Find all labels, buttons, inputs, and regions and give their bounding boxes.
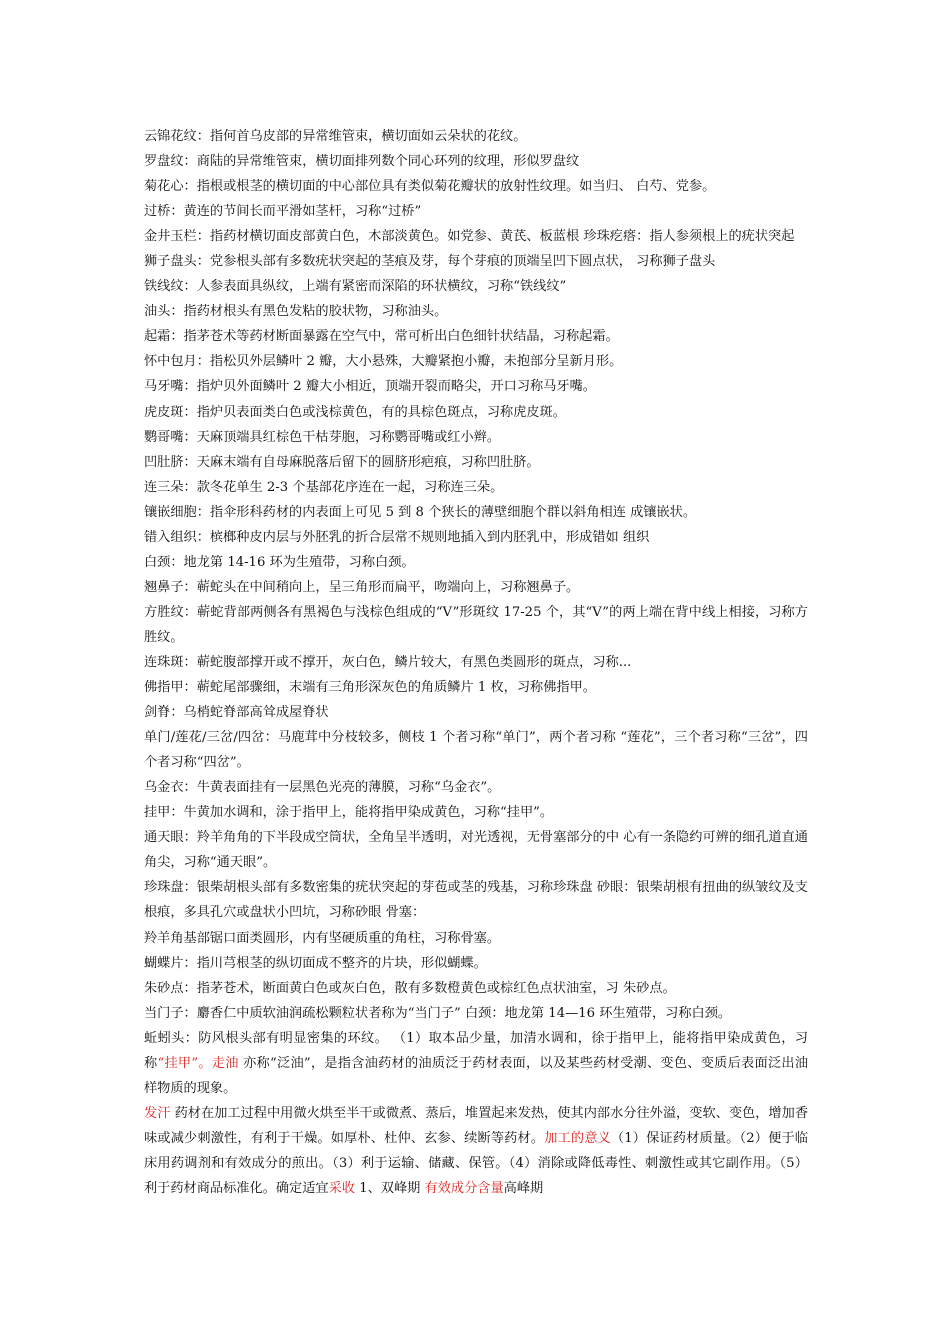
paragraph: 剑脊：乌梢蛇脊部高耸成屋脊状 (144, 705, 329, 721)
paragraph: 佛指甲：蕲蛇尾部骤细，末端有三角形深灰色的角质鳞片 1 枚，习称佛指甲。 (144, 680, 596, 696)
paragraph: 过桥：黄连的节间长而平滑如茎杆，习称“过桥” (144, 204, 422, 220)
paragraph: 铁线纹：人参表面具纵纹，上端有紧密而深陷的环状横纹，习称“铁线纹” (144, 279, 567, 295)
paragraph: 虎皮斑：指炉贝表面类白色或浅棕黄色，有的具棕色斑点，习称虎皮斑。 (144, 404, 566, 420)
paragraph: 白颈：地龙第 14-16 环为生殖带，习称白颈。 (144, 554, 415, 570)
paragraph: 连珠斑：蕲蛇腹部撑开或不撑开，灰白色，鳞片较大，有黑色类圆形的斑点，习称... (144, 654, 632, 670)
paragraph: 怀中包月：指松贝外层鳞叶 2 瓣，大小悬殊，大瓣紧抱小瓣，未抱部分呈新月形。 (144, 354, 623, 370)
paragraph: 鹦哥嘴：天麻顶端具红棕色干枯芽胞，习称鹦哥嘴或红小辫。 (144, 429, 501, 445)
paragraph: 翘鼻子：蕲蛇头在中间稍向上，呈三角形而扁平，吻端向上，习称翘鼻子。 (144, 579, 580, 595)
paragraph-text: 1、双峰期 (355, 1180, 425, 1196)
highlight-term: “挂甲”。走油 (157, 1055, 239, 1071)
paragraph: 方胜纹：蕲蛇背部两侧各有黑褐色与浅棕色组成的“V”形斑纹 17-25 个，其“V”的两上端在背中线上相接，习称方胜纹。 (144, 604, 808, 645)
paragraph: 朱砂点：指茅苍术，断面黄白色或灰白色，散有多数橙黄色或棕红色点状油室，习 朱砂点。 (144, 980, 676, 996)
paragraph: 挂甲：牛黄加水调和，涂于指甲上，能将指甲染成黄色，习称“挂甲”。 (144, 805, 554, 821)
paragraph: 马牙嘴：指炉贝外面鳞叶 2 瓣大小相近，顶端开裂而略尖，开口习称马牙嘴。 (144, 379, 596, 395)
highlight-term: 采收 (328, 1180, 355, 1196)
paragraph-mixed (144, 1026, 808, 1101)
paragraph-text: 药材在加工过程中用微火烘至半干或微煮、蒸后，堆置起来发热，使其内部水分往外溢，变软、变色，增加香味或减少刺激性，有利于干燥。如厚朴、杜仲、玄参、续断等药材。 (144, 1105, 809, 1146)
paragraph: 金井玉栏：指药材横切面皮部黄白色，木部淡黄色。如党参、黄芪、板蓝根 珍珠疙瘩：指人参须根上的疣状突起 (144, 229, 795, 245)
paragraph-text: 高峰期 (503, 1180, 544, 1196)
paragraph: 狮子盘头：党参根头部有多数疣状突起的茎痕及芽，每个芽痕的顶端呈凹下圆点状， 习称狮子盘头 (144, 254, 716, 270)
document-body (144, 124, 808, 1201)
paragraph-text: 蚯蚓头：防风根头部有明显密集的环纹。 （1）取本品少量，加清水调和，徐于指甲上，能将指甲染成黄色，习称 (144, 1030, 808, 1071)
paragraph: 羚羊角基部锯口面类圆形，内有坚硬质重的角柱，习称骨塞。 (144, 930, 501, 946)
paragraph: 通天眼：羚羊角角的下半段成空筒状，全角呈半透明，对光透视，无骨塞部分的中 心有一条隐约可辨的细孔道直通角尖，习称“通天眼”。 (144, 830, 808, 871)
paragraph: 乌金衣：牛黄表面挂有一层黑色光亮的薄膜，习称“乌金衣”。 (144, 780, 501, 796)
paragraph: 菊花心：指根或根茎的横切面的中心部位具有类似菊花瓣状的放射性纹理。如当归、 白芍、党参。 (144, 179, 716, 195)
paragraph: 云锦花纹：指何首乌皮部的异常维管束，横切面如云朵状的花纹。 (144, 129, 527, 144)
paragraph: 蝴蝶片：指川芎根茎的纵切面成不整齐的片块，形似蝴蝶。 (144, 955, 487, 971)
paragraph: 当门子：麝香仁中质软油润疏松颗粒状者称为“当门子” 白颈：地龙第 14—16 环生殖带，习称白颈。 (144, 1005, 732, 1021)
paragraph: 连三朵：款冬花单生 2-3 个基部花序连在一起，习称连三朵。 (144, 479, 504, 495)
paragraph: 油头：指药材根头有黑色发粘的胶状物，习称油头。 (144, 304, 448, 320)
paragraph: 镶嵌细胞：指伞形科药材的内表面上可见 5 到 8 个狭长的薄壁细胞个群以斜角相连 成镶嵌状。 (144, 504, 697, 520)
paragraph: 错入组织：槟榔种皮内层与外胚乳的折合层常不规则地插入到内胚乳中，形成错如 组织 (144, 529, 650, 545)
paragraph: 珍珠盘：银柴胡根头部有多数密集的疣状突起的芽苞或茎的残基，习称珍珠盘 砂眼：银柴胡根有扭曲的纵皱纹及支根痕，多具孔穴或盘状小凹坑，习称砂眼 骨塞： (144, 880, 808, 921)
paragraph: 凹肚脐：天麻末端有自母麻脱落后留下的圆脐形疤痕，习称凹肚脐。 (144, 454, 540, 470)
paragraph-mixed (144, 1101, 808, 1201)
highlight-term: 发汗 (144, 1105, 171, 1121)
paragraph-text: （1）保证药材质量。（2）便于临床用药调剂和有效成分的煎出。（3）利于运输、储藏、保管。（4）消除或降低毒性、刺激性或其它副作用。（5）利于药材商品标准化。确定适宜 (144, 1130, 808, 1196)
paragraph-text: 亦称“泛油”，是指含油药材的油质泛于药材表面，以及某些药材受潮、变色、变质后表面泛出油样物质的现象。 (144, 1055, 809, 1096)
paragraph: 单门/莲花/三岔/四岔：马鹿茸中分枝较多，侧枝 1 个者习称“单门”，两个者习称 “莲花”，三个者习称“三岔”，四个者习称“四岔”。 (144, 730, 808, 771)
paragraph: 起霜：指茅苍术等药材断面暴露在空气中，常可析出白色细针状结晶，习称起霜。 (144, 329, 619, 345)
highlight-term: 有效成分含量 (424, 1180, 504, 1196)
highlight-term: 加工的意义 (544, 1130, 611, 1146)
paragraph: 罗盘纹：商陆的异常维管束，横切面排列数个同心环列的纹理，形似罗盘纹 (144, 154, 580, 170)
